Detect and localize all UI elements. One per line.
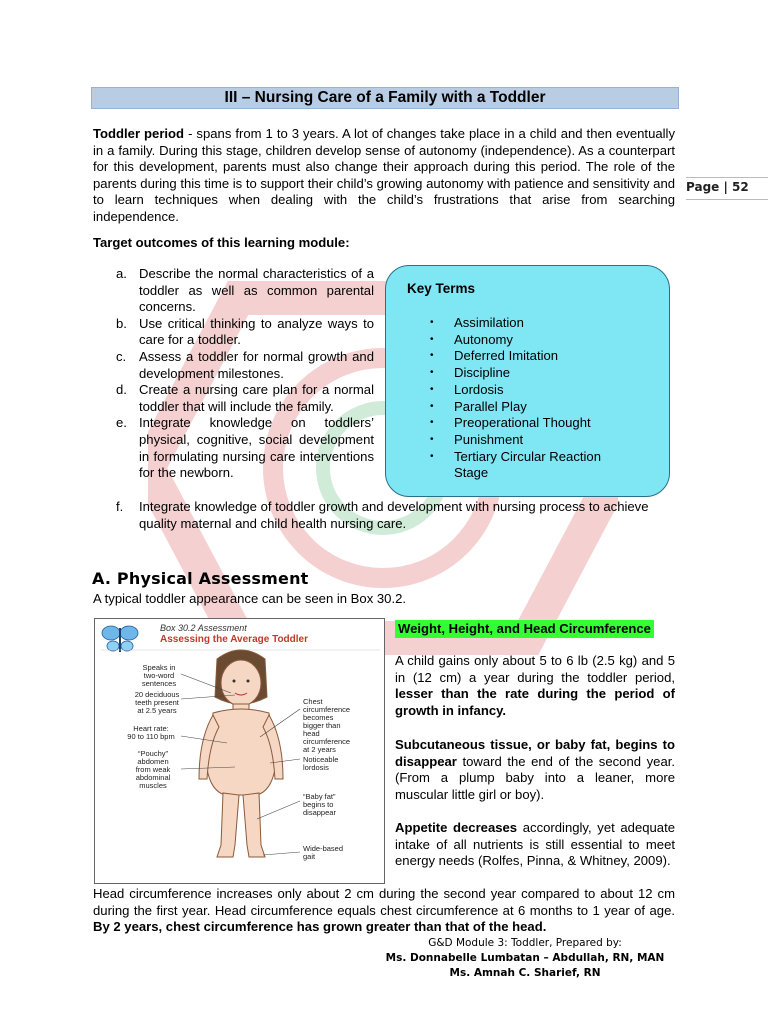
label-teeth-3: at 2.5 years xyxy=(137,706,177,715)
outcomes-heading: Target outcomes of this learning module: xyxy=(93,235,350,250)
subcutaneous-emphasis: Subcutaneous tissue, or baby fat, begins to disappear xyxy=(395,737,675,769)
label-heart-1: Heart rate: xyxy=(133,724,169,733)
appetite-text: accordingly, yet adequate intake of all nutrients is still essential to meet energy needs (Rolfes, Pinna, & Whitney, 2009). xyxy=(395,820,675,869)
intro-paragraph xyxy=(93,126,675,226)
page-number: Page | 52 xyxy=(686,180,749,194)
footer-module: G&D Module 3: Toddler, Prepared by: xyxy=(428,937,622,949)
subcutaneous-paragraph xyxy=(395,737,675,803)
outcome-item-f xyxy=(116,499,674,532)
label-babyfat-3: disappear xyxy=(303,808,336,817)
outcome-item xyxy=(116,415,374,481)
bullet-icon: • xyxy=(430,433,434,445)
label-gait-2: gait xyxy=(303,852,316,861)
outcome-marker: f. xyxy=(116,499,124,514)
appetite-emphasis: Appetite decreases xyxy=(395,820,518,835)
label-pouchy-4: abdominal xyxy=(135,773,171,782)
key-term-label: Assimilation xyxy=(454,315,524,330)
bullet-icon: • xyxy=(430,367,434,379)
outcome-text: Use critical thinking to analyze ways to care for a toddler. xyxy=(139,315,374,348)
outcome-item xyxy=(116,266,374,316)
weight-height-heading: Weight, Height, and Head Circumference xyxy=(395,620,654,638)
key-terms-title: Key Terms xyxy=(407,281,476,296)
label-pouchy-3: from weak xyxy=(135,765,171,774)
label-babyfat-2: begins to xyxy=(303,800,334,809)
label-chest-2: circumference xyxy=(303,705,351,714)
label-pouchy-5: muscles xyxy=(139,781,167,790)
footer-author-1: Ms. Donnabelle Lumbatan – Abdullah, RN, MAN xyxy=(385,952,665,964)
head-circ-text: Head circumference increases only about 2 cm during the second year compared to about 12 cm during the first year. Head circumference equals chest circumference at 6 months to 1 year of age. xyxy=(93,886,675,918)
footer xyxy=(300,936,750,981)
key-term-label: Parallel Play xyxy=(454,398,527,414)
key-term-item xyxy=(430,449,630,482)
outcome-item xyxy=(116,382,374,415)
key-term-label: Tertiary Circular Reaction Stage xyxy=(454,448,601,481)
label-lordosis-1: Noticeable xyxy=(303,755,339,764)
appetite-paragraph xyxy=(395,820,675,870)
key-term-item xyxy=(430,399,630,416)
key-term-label: Autonomy xyxy=(454,331,513,347)
key-terms-list xyxy=(430,315,630,482)
outcome-text: Create a nursing care plan for a normal toddler that will include the family. xyxy=(139,382,374,414)
label-chest-6: circumference xyxy=(303,737,351,746)
outcome-marker: e. xyxy=(116,415,127,431)
key-term-item xyxy=(430,332,630,349)
label-chest-5: head xyxy=(303,729,320,738)
page-title: III – Nursing Care of a Family with a Toddler xyxy=(91,87,679,109)
outcome-marker: a. xyxy=(116,266,127,281)
key-term-item xyxy=(430,415,630,432)
toddler-figure xyxy=(94,618,385,884)
intro-text: - spans from 1 to 3 years. A lot of changes take place in a child and then eventually in a family. During this stage, children develop sense of autonomy (independence). As a counterpart for this development, parents must also change their approach during this period. The role of the parents during this time is to support their child’s growing autonomy with patience and sensitivity and to learn techniques when dealing with the child’s frustrations that arise from searching independence. xyxy=(93,126,676,224)
outcome-text: Assess a toddler for normal growth and development milestones. xyxy=(139,348,374,381)
toddler-body xyxy=(199,650,283,857)
key-term-item xyxy=(430,315,630,332)
growth-text: A child gains only about 5 to 6 lb (2.5 kg) and 5 in (12 cm) a year during the toddler period, xyxy=(395,653,675,685)
key-term-item xyxy=(430,432,630,449)
intro-term: Toddler period xyxy=(93,126,185,141)
outcome-text: Describe the normal characteristics of a toddler as well as common parental concerns. xyxy=(139,266,374,315)
label-speaks-2: two-word xyxy=(143,671,175,680)
growth-paragraph xyxy=(395,653,675,719)
key-term-label: Preoperational Thought xyxy=(454,415,591,431)
label-teeth-1: 20 deciduous xyxy=(134,690,180,699)
key-term-label: Punishment xyxy=(454,431,524,447)
label-speaks-1: Speaks in xyxy=(142,663,176,672)
subcutaneous-text: toward the end of the second year. (From a plump baby into a leaner, more muscular little girl or boy). xyxy=(395,753,675,802)
key-term-label: Discipline xyxy=(454,365,511,381)
figure-title: Assessing the Average Toddler xyxy=(160,634,309,645)
label-chest-7: at 2 years xyxy=(303,745,336,754)
head-circ-emphasis: By 2 years, chest circumference has grown greater than that of the head. xyxy=(93,919,547,935)
label-chest-4: bigger than xyxy=(303,721,341,730)
outcome-item xyxy=(116,349,374,382)
section-intro: A typical toddler appearance can be seen in Box 30.2. xyxy=(93,591,407,606)
page-number-rule-top xyxy=(686,177,768,178)
label-pouchy-1: “Pouchy” xyxy=(137,749,169,758)
butterfly-icon xyxy=(102,626,138,652)
figure-box-label: Box 30.2 Assessment xyxy=(160,623,247,633)
label-chest-1: Chest xyxy=(303,697,323,706)
label-speaks-3: sentences xyxy=(141,679,177,688)
outcome-text: Integrate knowledge of toddler growth and development with nursing process to achieve quality maternal and child health nursing care. xyxy=(139,499,649,531)
label-babyfat-1: “Baby fat” xyxy=(303,792,336,801)
key-term-label: Deferred Imitation xyxy=(454,348,559,364)
outcome-marker: d. xyxy=(116,382,127,398)
label-chest-3: becomes xyxy=(303,713,334,722)
outcome-marker: c. xyxy=(116,348,127,364)
page-number-rule-bottom xyxy=(686,199,768,200)
bullet-icon: • xyxy=(430,400,434,412)
bullet-icon: • xyxy=(430,333,434,345)
bullet-icon: • xyxy=(430,317,434,328)
bullet-icon: • xyxy=(430,350,434,362)
key-term-item xyxy=(430,365,630,382)
label-lordosis-2: lordosis xyxy=(303,763,329,772)
outcome-text: Integrate knowledge on toddlers’ physical, cognitive, social development in formulating nursing care interventions for the newborn. xyxy=(139,415,374,481)
section-heading: A. Physical Assessment xyxy=(92,569,309,588)
bullet-icon: • xyxy=(430,383,434,395)
key-term-item xyxy=(430,382,630,399)
bullet-icon: • xyxy=(430,450,434,462)
outcome-item xyxy=(116,316,374,349)
key-term-label: Lordosis xyxy=(454,381,504,397)
label-teeth-2: teeth present xyxy=(135,698,179,707)
key-term-item xyxy=(430,348,630,365)
label-pouchy-2: abdomen xyxy=(137,757,169,766)
outcomes-list xyxy=(116,266,374,482)
head-circumference-paragraph xyxy=(93,886,675,936)
bullet-icon: • xyxy=(430,417,434,429)
growth-emphasis: lesser than the rate during the period of growth in infancy. xyxy=(395,686,675,718)
label-gait-1: Wide-based xyxy=(303,844,344,853)
label-heart-2: 90 to 110 bpm xyxy=(127,732,175,741)
toddler-illustration xyxy=(95,619,385,884)
footer-author-2: Ms. Amnah C. Sharief, RN xyxy=(449,967,601,979)
outcome-marker: b. xyxy=(116,315,127,331)
